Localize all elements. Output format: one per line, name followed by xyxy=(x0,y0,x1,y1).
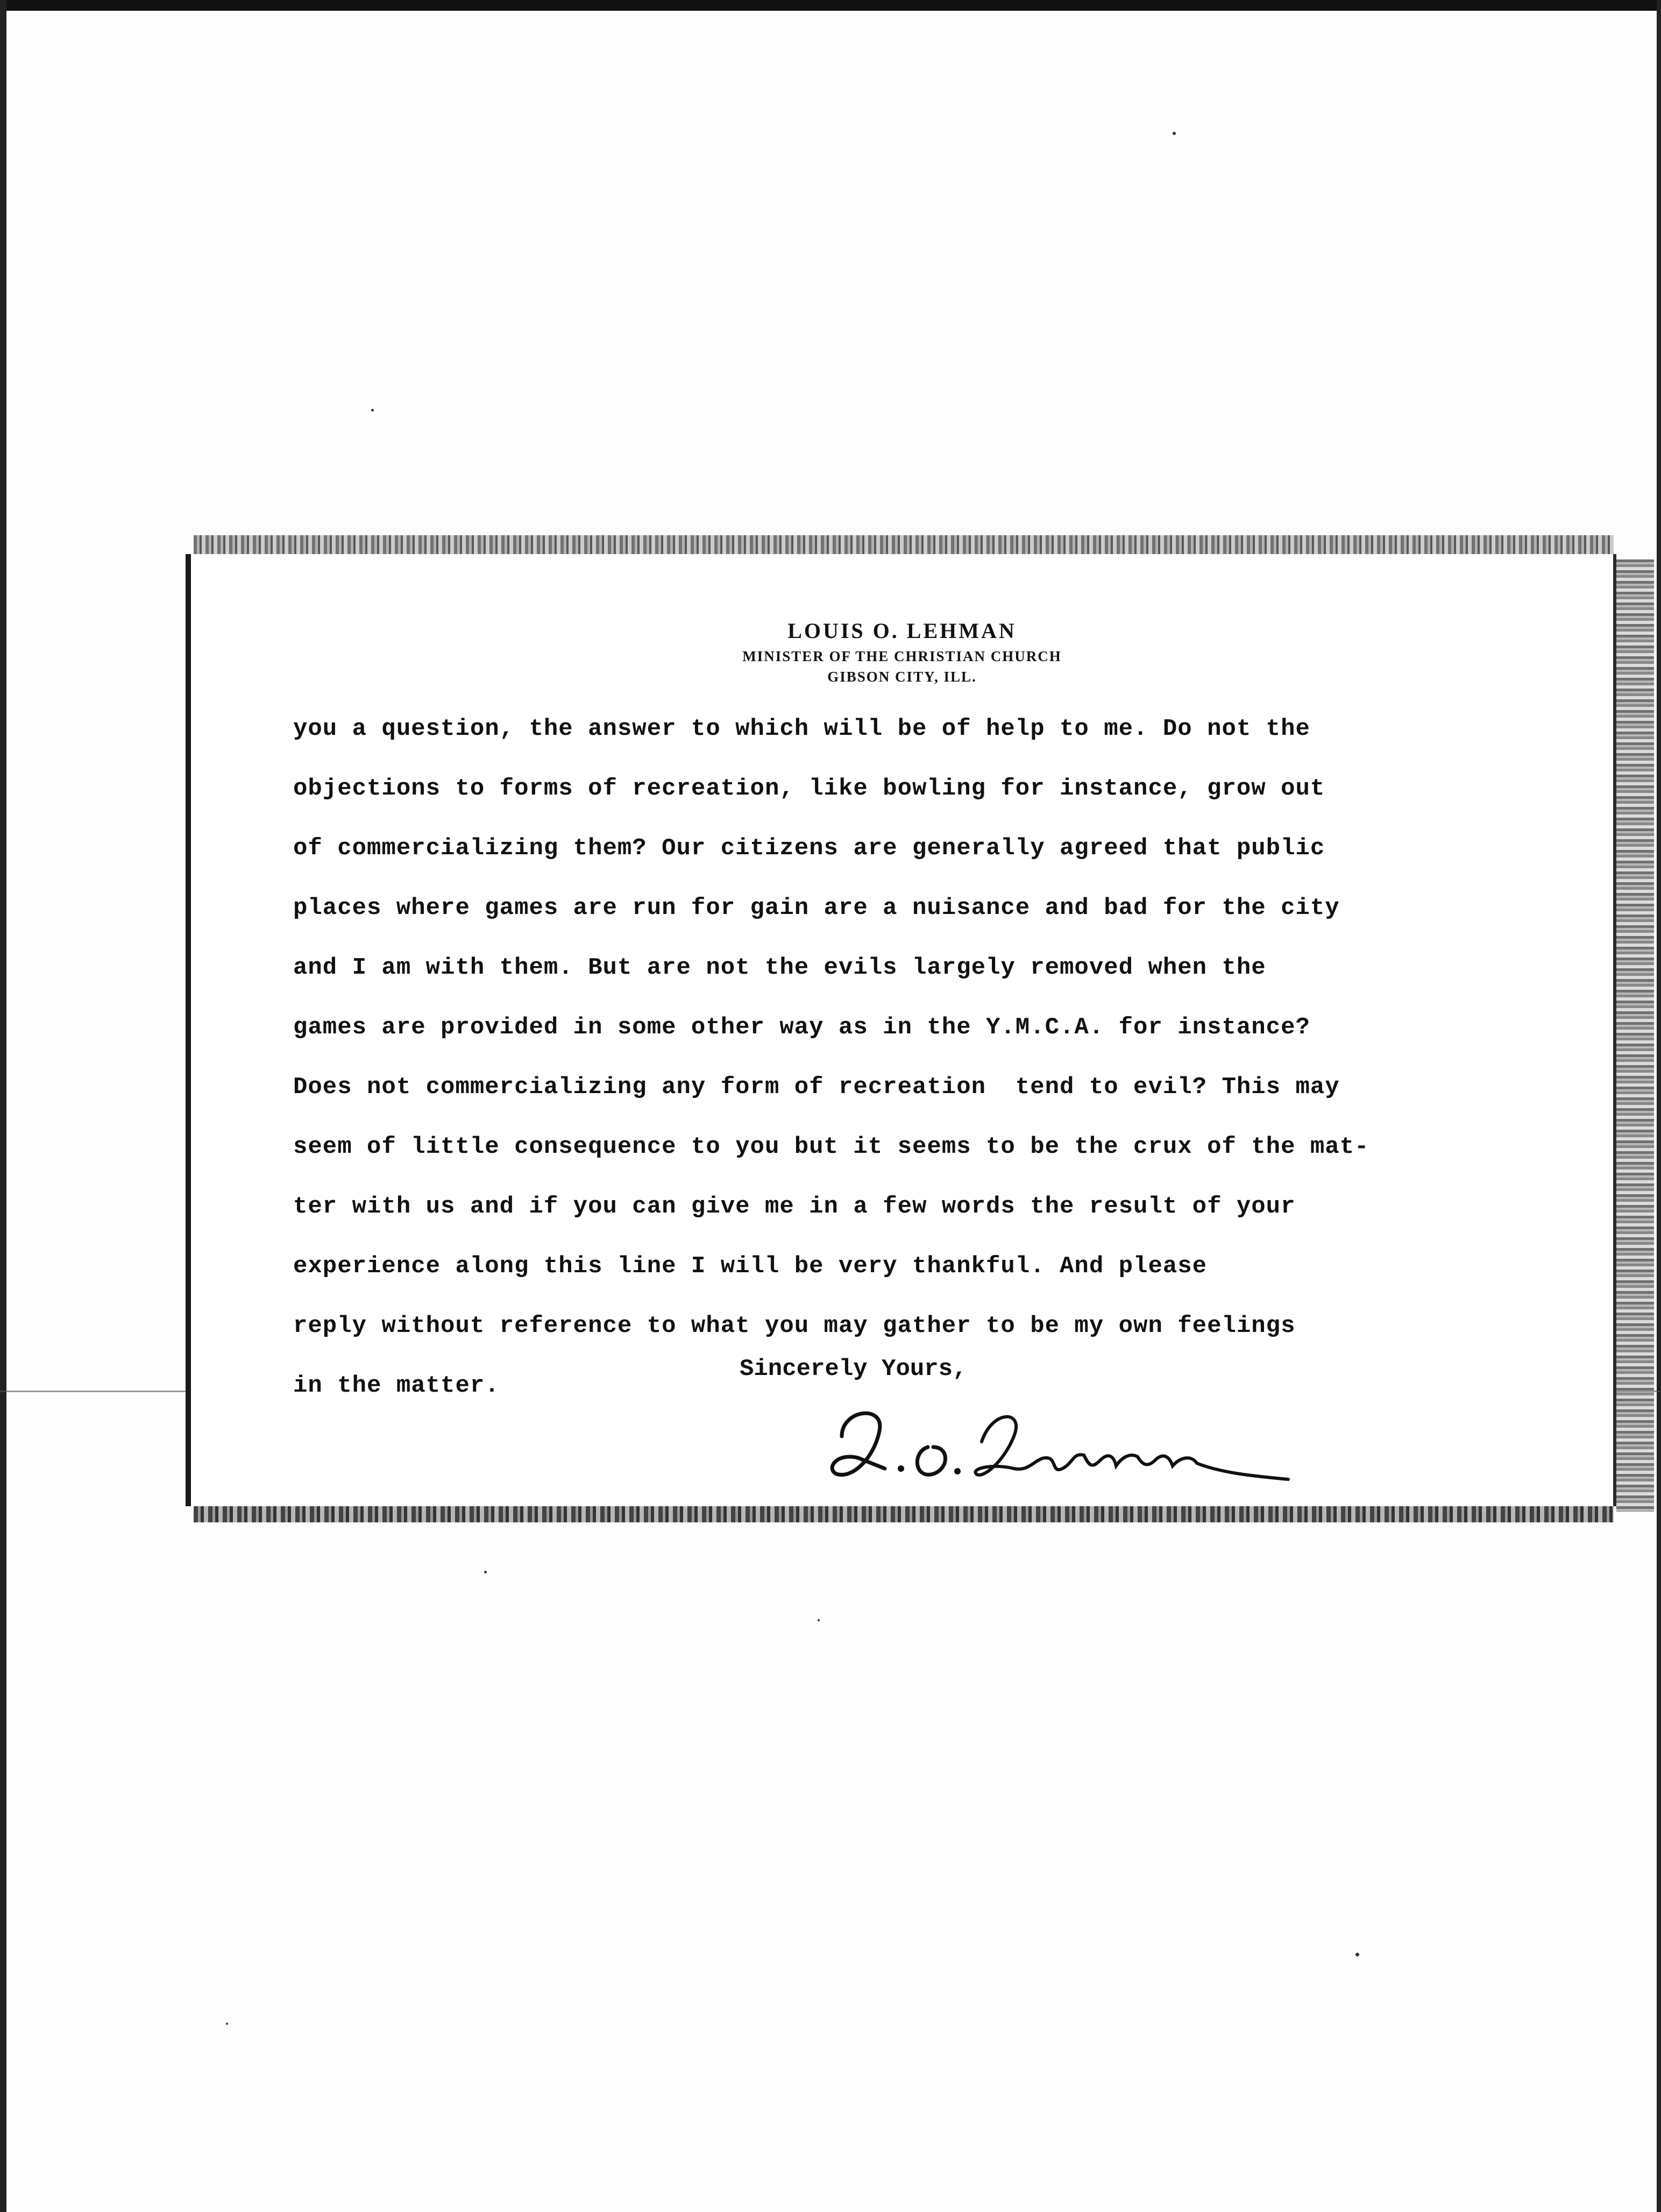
letter-body xyxy=(293,699,1616,1416)
closing-salutation: Sincerely Yours, xyxy=(740,1356,967,1382)
body-line: ter with us and if you can give me in a few words the result of your xyxy=(293,1193,1296,1220)
signature-image xyxy=(820,1388,1304,1495)
speck xyxy=(818,1619,820,1621)
letterhead xyxy=(191,616,1613,687)
body-line: and I am with them. But are not the evils largely removed when the xyxy=(293,954,1266,981)
speck xyxy=(226,2023,228,2025)
letterhead-place: GIBSON CITY, ILL. xyxy=(827,669,977,685)
slip-right-edge xyxy=(1616,559,1654,1512)
body-line: places where games are run for gain are a nuisance and bad for the city xyxy=(293,895,1340,921)
body-line: you a question, the answer to which will be of help to me. Do not the xyxy=(293,715,1310,742)
scan-edge-left xyxy=(0,0,6,2212)
body-line: Does not commercializing any form of recreation tend to evil? This may xyxy=(293,1074,1340,1101)
body-line: games are provided in some other way as in the Y.M.C.A. for instance? xyxy=(293,1014,1310,1041)
body-line: in the matter. xyxy=(293,1372,500,1399)
letterhead-name: LOUIS O. LEHMAN xyxy=(787,619,1017,643)
speck xyxy=(1355,1953,1359,1956)
body-line: reply without reference to what you may gather to be my own feelings xyxy=(293,1313,1296,1339)
body-line: seem of little consequence to you but it seems to be the crux of the mat- xyxy=(293,1133,1369,1160)
body-line: experience along this line I will be very thankful. And please xyxy=(293,1253,1208,1280)
letter-slip xyxy=(186,554,1616,1506)
body-line: objections to forms of recreation, like bowling for instance, grow out xyxy=(293,775,1325,802)
speck xyxy=(1173,132,1176,135)
speck xyxy=(371,409,374,412)
slip-top-edge xyxy=(194,535,1614,555)
speck xyxy=(484,1571,487,1573)
scan-edge-right xyxy=(1657,0,1661,2212)
scan-edge-top xyxy=(0,0,1661,11)
letterhead-title: MINISTER OF THE CHRISTIAN CHURCH xyxy=(742,648,1062,664)
body-line: of commercializing them? Our citizens are generally agreed that public xyxy=(293,835,1325,862)
